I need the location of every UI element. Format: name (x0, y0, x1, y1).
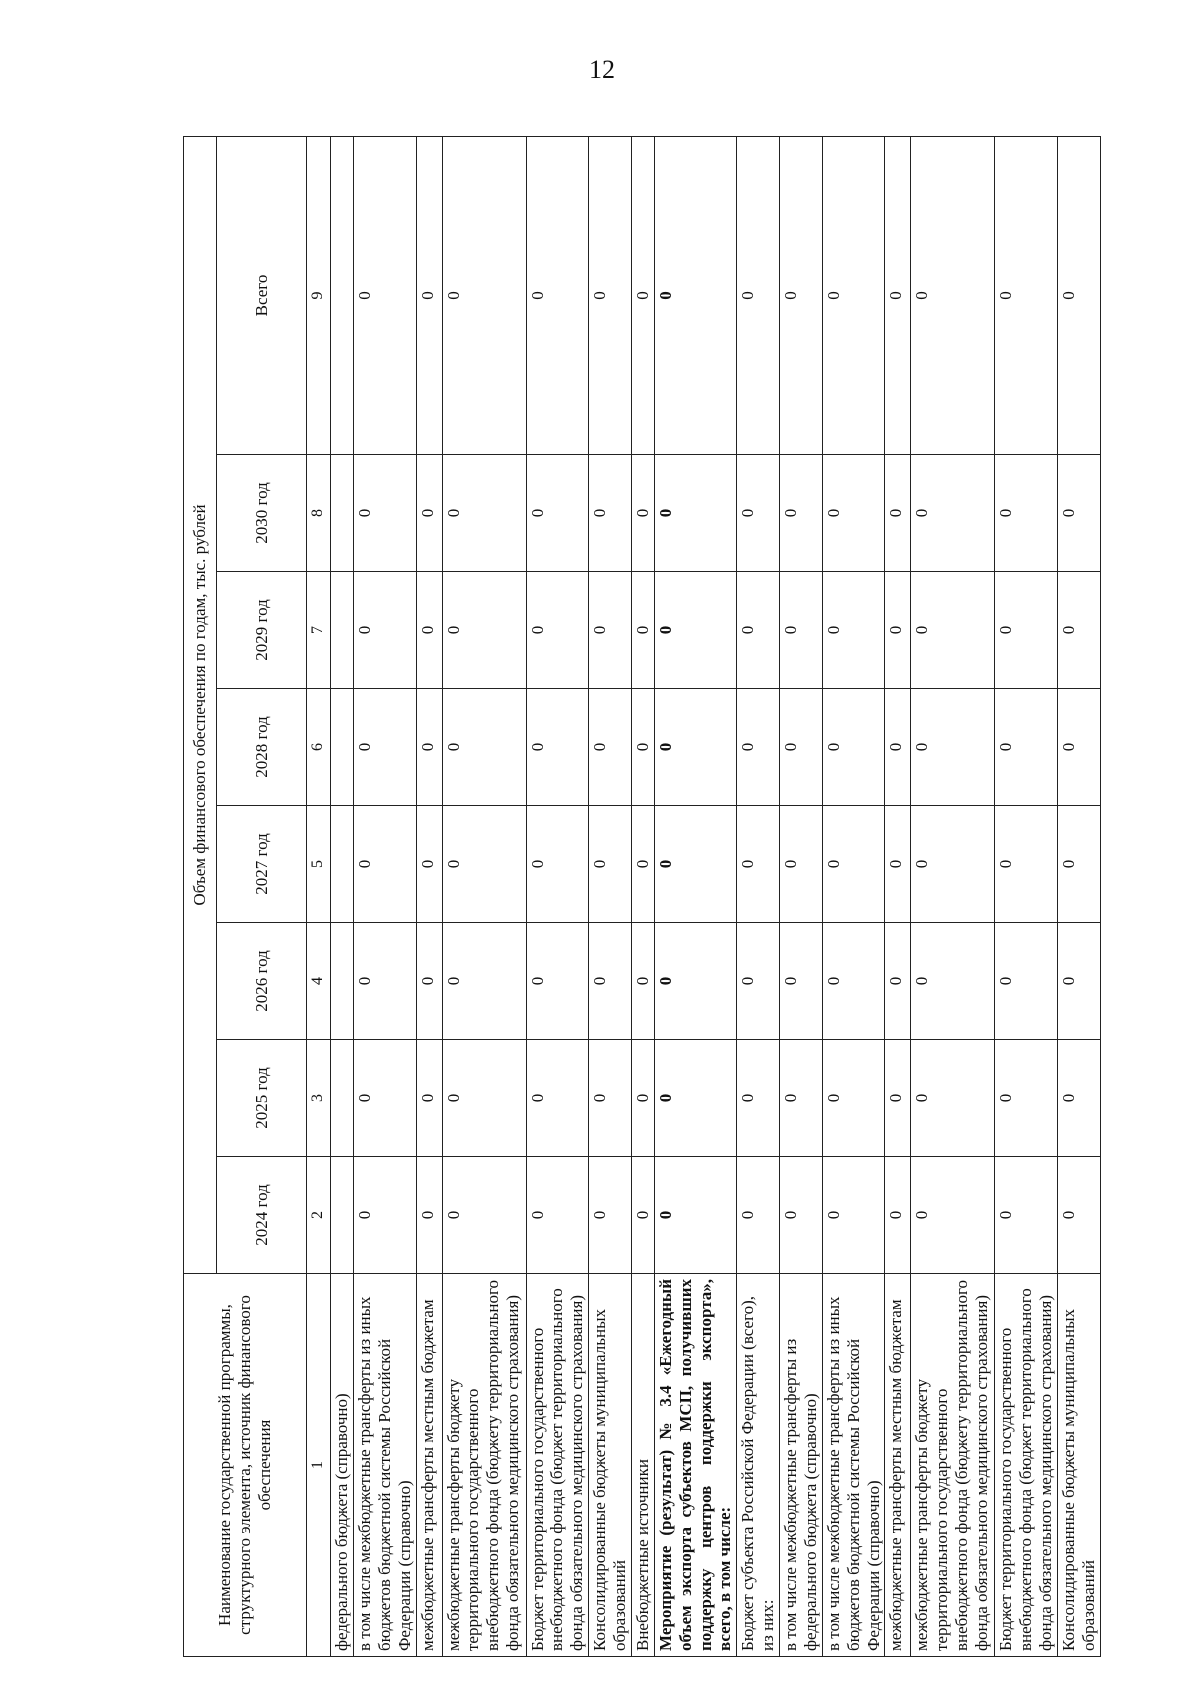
column-index: 3 (307, 1040, 331, 1157)
row-total-value: 0 (526, 136, 589, 454)
row-year-value: 0 (1058, 1157, 1101, 1274)
row-year-value: 0 (526, 1040, 589, 1157)
row-year-value: 0 (526, 806, 589, 923)
row-year-value: 0 (416, 689, 442, 806)
row-year-value: 0 (822, 1157, 885, 1274)
column-index: 4 (307, 923, 331, 1040)
rotated-table-container (183, 137, 1098, 1657)
row-year-value: 0 (589, 455, 632, 572)
row-label: в том числе межбюджетные трансферты из федерального бюджета (справочно) (780, 1274, 823, 1657)
header-year: 2026 год (217, 923, 307, 1040)
row-year-value: 0 (353, 806, 416, 923)
row-label: федерального бюджета (справочно) (331, 1274, 354, 1657)
row-year-value: 0 (911, 572, 995, 689)
row-year-value: 0 (526, 689, 589, 806)
row-year-value: 0 (1058, 689, 1101, 806)
row-year-value: 0 (631, 806, 654, 923)
row-year-value: 0 (885, 455, 911, 572)
row-year-value: 0 (737, 572, 780, 689)
header-year: 2029 год (217, 572, 307, 689)
row-total-value (331, 136, 354, 454)
row-year-value: 0 (416, 806, 442, 923)
row-year-value: 0 (737, 923, 780, 1040)
row-label: межбюджетные трансферты бюджету территориального государственного внебюджетного фонда (бюджету территориального фонда обязательного медицинского страхования) (911, 1274, 995, 1657)
row-year-value: 0 (654, 455, 737, 572)
row-year-value: 0 (1058, 455, 1101, 572)
row-year-value: 0 (885, 689, 911, 806)
row-year-value: 0 (1058, 572, 1101, 689)
row-year-value: 0 (442, 572, 526, 689)
row-total-value: 0 (442, 136, 526, 454)
row-year-value: 0 (442, 455, 526, 572)
table-row (353, 136, 416, 1656)
row-year-value: 0 (822, 806, 885, 923)
table-row (911, 136, 995, 1656)
row-label: Бюджет территориального государственного внебюджетного фонда (бюджет территориального фонда обязательного медицинского страхования) (526, 1274, 589, 1657)
row-label: Мероприятие (результат) № 3.4 «Ежегодный объем экспорта субъектов МСП, получивших поддержку центров поддержки экспорта», всего, в том числе: (654, 1274, 737, 1657)
row-year-value: 0 (995, 1157, 1058, 1274)
row-year-value: 0 (526, 572, 589, 689)
row-total-value: 0 (822, 136, 885, 454)
row-year-value: 0 (442, 689, 526, 806)
row-year-value: 0 (654, 1040, 737, 1157)
column-index: 7 (307, 572, 331, 689)
row-year-value: 0 (822, 923, 885, 1040)
row-year-value: 0 (995, 1040, 1058, 1157)
header-total: Всего (217, 136, 307, 454)
row-total-value: 0 (780, 136, 823, 454)
row-year-value: 0 (631, 455, 654, 572)
row-year-value: 0 (416, 1040, 442, 1157)
page-number: 12 (589, 55, 615, 84)
row-year-value: 0 (442, 1040, 526, 1157)
row-year-value: 0 (885, 572, 911, 689)
row-year-value: 0 (885, 1157, 911, 1274)
row-year-value (331, 806, 354, 923)
row-year-value: 0 (353, 1157, 416, 1274)
row-label: межбюджетные трансферты бюджету территориального государственного внебюджетного фонда (бюджету территориального фонда обязательного медицинского страхования) (442, 1274, 526, 1657)
row-year-value: 0 (885, 806, 911, 923)
row-year-value: 0 (589, 572, 632, 689)
row-year-value: 0 (526, 455, 589, 572)
row-year-value: 0 (526, 1157, 589, 1274)
row-year-value: 0 (353, 923, 416, 1040)
row-year-value: 0 (442, 806, 526, 923)
row-year-value: 0 (654, 923, 737, 1040)
row-label: Консолидированные бюджеты муниципальных образований (1058, 1274, 1101, 1657)
column-index: 2 (307, 1157, 331, 1274)
table-row (631, 136, 654, 1656)
table-row (780, 136, 823, 1656)
row-year-value: 0 (780, 455, 823, 572)
row-total-value: 0 (654, 136, 737, 454)
row-year-value (331, 1040, 354, 1157)
row-year-value: 0 (416, 572, 442, 689)
row-year-value: 0 (416, 455, 442, 572)
header-year: 2025 год (217, 1040, 307, 1157)
row-year-value: 0 (780, 1157, 823, 1274)
column-index: 8 (307, 455, 331, 572)
row-year-value: 0 (353, 1040, 416, 1157)
row-year-value: 0 (995, 572, 1058, 689)
row-year-value: 0 (911, 806, 995, 923)
row-year-value: 0 (442, 1157, 526, 1274)
row-label: в том числе межбюджетные трансферты из иных бюджетов бюджетной системы Российской Федерации (справочно) (822, 1274, 885, 1657)
row-year-value: 0 (1058, 923, 1101, 1040)
row-year-value: 0 (822, 572, 885, 689)
row-year-value (331, 455, 354, 572)
row-year-value: 0 (737, 1040, 780, 1157)
row-year-value: 0 (1058, 1040, 1101, 1157)
row-total-value: 0 (995, 136, 1058, 454)
row-year-value: 0 (780, 806, 823, 923)
row-year-value: 0 (911, 455, 995, 572)
row-year-value: 0 (654, 572, 737, 689)
row-year-value: 0 (631, 1040, 654, 1157)
row-year-value: 0 (353, 689, 416, 806)
table-row (526, 136, 589, 1656)
row-total-value: 0 (737, 136, 780, 454)
row-year-value: 0 (526, 923, 589, 1040)
row-year-value: 0 (911, 689, 995, 806)
row-year-value: 0 (780, 1040, 823, 1157)
column-index: 9 (307, 136, 331, 454)
row-label: в том числе межбюджетные трансферты из иных бюджетов бюджетной системы Российской Федерации (справочно) (353, 1274, 416, 1657)
row-year-value: 0 (780, 689, 823, 806)
row-year-value: 0 (589, 1040, 632, 1157)
row-total-value: 0 (416, 136, 442, 454)
row-year-value: 0 (737, 455, 780, 572)
row-year-value: 0 (995, 455, 1058, 572)
row-year-value: 0 (737, 806, 780, 923)
row-label: межбюджетные трансферты местным бюджетам (885, 1274, 911, 1657)
row-year-value: 0 (353, 455, 416, 572)
row-year-value: 0 (780, 572, 823, 689)
row-year-value: 0 (589, 689, 632, 806)
row-label: Бюджет территориального государственного внебюджетного фонда (бюджет территориального фонда обязательного медицинского страхования) (995, 1274, 1058, 1657)
row-year-value: 0 (631, 1157, 654, 1274)
column-index: 1 (307, 1274, 331, 1657)
table-row (654, 136, 737, 1656)
row-year-value: 0 (631, 689, 654, 806)
row-year-value: 0 (822, 1040, 885, 1157)
row-year-value: 0 (631, 572, 654, 689)
row-year-value (331, 1157, 354, 1274)
row-year-value: 0 (995, 689, 1058, 806)
row-year-value: 0 (885, 923, 911, 1040)
row-year-value: 0 (416, 923, 442, 1040)
header-name-column: Наименование государственной программы, структурного элемента, источник финансового обеспечения (184, 1274, 307, 1657)
row-year-value: 0 (737, 1157, 780, 1274)
row-year-value: 0 (780, 923, 823, 1040)
header-financing-group: Объем финансового обеспечения по годам, тыс. рублей (184, 136, 217, 1273)
row-year-value: 0 (737, 689, 780, 806)
row-year-value: 0 (885, 1040, 911, 1157)
row-label: Бюджет субъекта Российской Федерации (всего), из них: (737, 1274, 780, 1657)
table-row (822, 136, 885, 1656)
row-year-value: 0 (995, 923, 1058, 1040)
row-year-value (331, 572, 354, 689)
row-year-value: 0 (654, 1157, 737, 1274)
row-year-value: 0 (822, 689, 885, 806)
header-year: 2028 год (217, 689, 307, 806)
table-row (589, 136, 632, 1656)
row-year-value: 0 (911, 1157, 995, 1274)
header-year: 2024 год (217, 1157, 307, 1274)
row-total-value: 0 (589, 136, 632, 454)
row-year-value: 0 (654, 806, 737, 923)
row-year-value: 0 (995, 806, 1058, 923)
row-year-value: 0 (822, 455, 885, 572)
table-row (995, 136, 1058, 1656)
row-total-value: 0 (1058, 136, 1101, 454)
row-year-value: 0 (442, 923, 526, 1040)
header-year: 2027 год (217, 806, 307, 923)
row-year-value: 0 (589, 806, 632, 923)
row-total-value: 0 (911, 136, 995, 454)
row-total-value: 0 (353, 136, 416, 454)
table-row (416, 136, 442, 1656)
row-year-value: 0 (416, 1157, 442, 1274)
table-row (442, 136, 526, 1656)
row-total-value: 0 (631, 136, 654, 454)
row-total-value: 0 (885, 136, 911, 454)
table-row (1058, 136, 1101, 1656)
table-row (331, 136, 354, 1656)
row-year-value: 0 (353, 572, 416, 689)
header-year: 2030 год (217, 455, 307, 572)
financing-table (183, 136, 1101, 1657)
table-body (331, 136, 1101, 1656)
column-index: 5 (307, 806, 331, 923)
row-label: Внебюджетные источники (631, 1274, 654, 1657)
row-year-value: 0 (911, 1040, 995, 1157)
row-year-value (331, 689, 354, 806)
row-year-value (331, 923, 354, 1040)
row-year-value: 0 (1058, 806, 1101, 923)
row-year-value: 0 (589, 923, 632, 1040)
row-year-value: 0 (631, 923, 654, 1040)
row-year-value: 0 (911, 923, 995, 1040)
row-label: межбюджетные трансферты местным бюджетам (416, 1274, 442, 1657)
table-row (885, 136, 911, 1656)
row-year-value: 0 (654, 689, 737, 806)
table-row (737, 136, 780, 1656)
column-index: 6 (307, 689, 331, 806)
row-label: Консолидированные бюджеты муниципальных образований (589, 1274, 632, 1657)
row-year-value: 0 (589, 1157, 632, 1274)
